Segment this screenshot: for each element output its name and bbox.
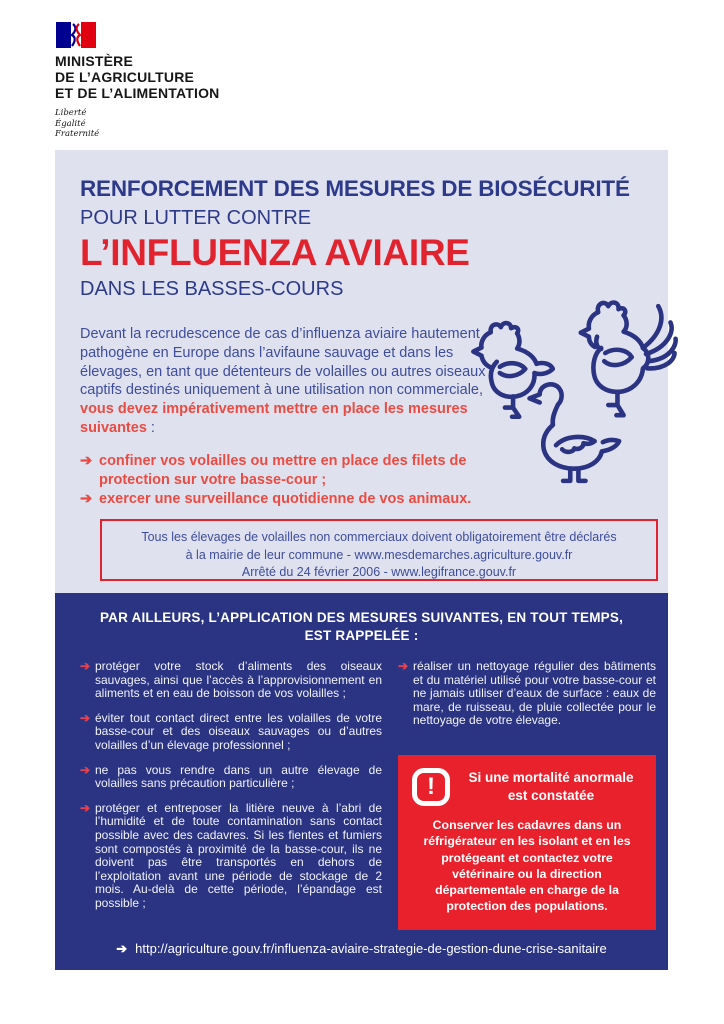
hero-bullet-list — [80, 452, 510, 508]
mortality-alert-box — [398, 755, 656, 930]
measures-right-column — [398, 660, 656, 930]
arrow-icon: ➔ — [116, 941, 128, 956]
alert-body: Conserver les cadavres dans un réfrigérateur en les isolant et en les protégeant et contactez votre vétérinaire ou la direction départementale en charge de la protection des populations. — [423, 817, 631, 914]
list-item: ➔ exercer une surveillance quotidienne de vos animaux. — [80, 490, 472, 507]
alert-title: Si une mortalité anormale est constatée — [468, 770, 634, 803]
arrow-icon: ➔ — [80, 710, 91, 725]
list-item: ➔ ne pas vous rendre dans un autre élevage de volailles sans précaution particulière ; — [80, 762, 382, 791]
republic-motto: Liberté Égalité Fraternité — [55, 108, 100, 139]
measures-panel — [55, 593, 668, 970]
exclamation-icon: ! — [412, 768, 450, 806]
arrow-icon: ➔ — [80, 800, 91, 815]
arrow-icon: ➔ — [80, 659, 91, 673]
declaration-notice-box — [100, 519, 658, 581]
title-influenza: L’INFLUENZA AVIAIRE — [80, 232, 470, 273]
measures-heading: PAR AILLEURS, L’APPLICATION DES MESURES SUIVANTES, EN TOUT TEMPS, EST RAPPELÉE : — [99, 610, 624, 643]
arrow-icon: ➔ — [80, 762, 91, 777]
list-item: ➔ réaliser un nettoyage régulier des bâtiments et du matériel utilisé pour votre basse-cour et ne jamais utiliser d’eaux de surface : eaux de mare, de ruisseau, de pluie collectée pour le nettoyage de votre élevage. — [398, 659, 656, 728]
footer-link-bar — [55, 941, 668, 957]
arrow-icon: ➔ — [398, 659, 409, 673]
list-item: ➔ éviter tout contact direct entre les volailles de votre basse-cour et des oiseaux sauvages ou d’autres volailles d’un élevage professionnel ; — [80, 710, 382, 752]
ministry-name-line: MINISTÈRE — [55, 53, 134, 69]
ministry-name — [55, 53, 219, 101]
list-item: ➔ protéger et entreposer la litière neuve à l’abri de l’humidité et de toute contamination sans contact possible avec des cadavres. Si les fientes et fumiers sont compostés à proximité de la basse-cour, ils ne doivent pas être transportés en dehors de l’exploitation avant une période de stockage de 2 mois. Au-delà de cette période, l’épandage est possible ; — [80, 800, 382, 910]
ministry-name-line: DE L’AGRICULTURE — [55, 69, 195, 85]
list-item: ➔ confiner vos volailles ou mettre en place des filets de protection sur votre basse-cour ; — [80, 453, 467, 489]
french-flag-icon — [55, 22, 97, 48]
intro-emphasis: vous devez impérativement mettre en place les mesures suivantes — [80, 401, 468, 436]
ministry-logo — [55, 22, 219, 140]
title-pour-lutter: POUR LUTTER CONTRE — [80, 207, 312, 229]
notice-line: Tous les élevages de volailles non commerciaux doivent obligatoirement être déclarés — [141, 530, 617, 544]
arrow-icon: ➔ — [80, 453, 93, 470]
hero-panel — [55, 150, 668, 593]
arrow-icon: ➔ — [80, 490, 93, 507]
list-item: ➔ protéger votre stock d’aliments des oiseaux sauvages, ainsi que l’accès à l’approvisionnement en aliments et en eau de boisson de vos volailles ; — [80, 659, 382, 701]
title-reinforcement: RENFORCEMENT DES MESURES DE BIOSÉCURITÉ — [80, 176, 630, 201]
measures-left-column — [80, 660, 382, 930]
notice-line: à la mairie de leur commune - www.mesdemarches.agriculture.gouv.fr — [185, 547, 573, 562]
notice-line: Arrêté du 24 février 2006 - www.legifrance.gouv.fr — [241, 565, 517, 579]
title-basses-cours: DANS LES BASSES-COURS — [80, 278, 344, 300]
ministry-name-line: ET DE L’ALIMENTATION — [55, 85, 220, 101]
intro-paragraph: Devant la recrudescence de cas d’influenza aviaire hautement pathogène en Europe dans l’avifaune sauvage et dans les élevages, en tant que détenteurs de volailles ou autres oiseaux captifs destinés uniquement à une utilisation non commerciale, vous devez impérativement mettre en place les mesures suivantes : — [80, 326, 486, 436]
footer-link[interactable]: http://agriculture.gouv.fr/influenza-aviaire-strategie-de-gestion-dune-crise-sanitaire — [135, 941, 607, 956]
duck-icon — [525, 376, 643, 488]
